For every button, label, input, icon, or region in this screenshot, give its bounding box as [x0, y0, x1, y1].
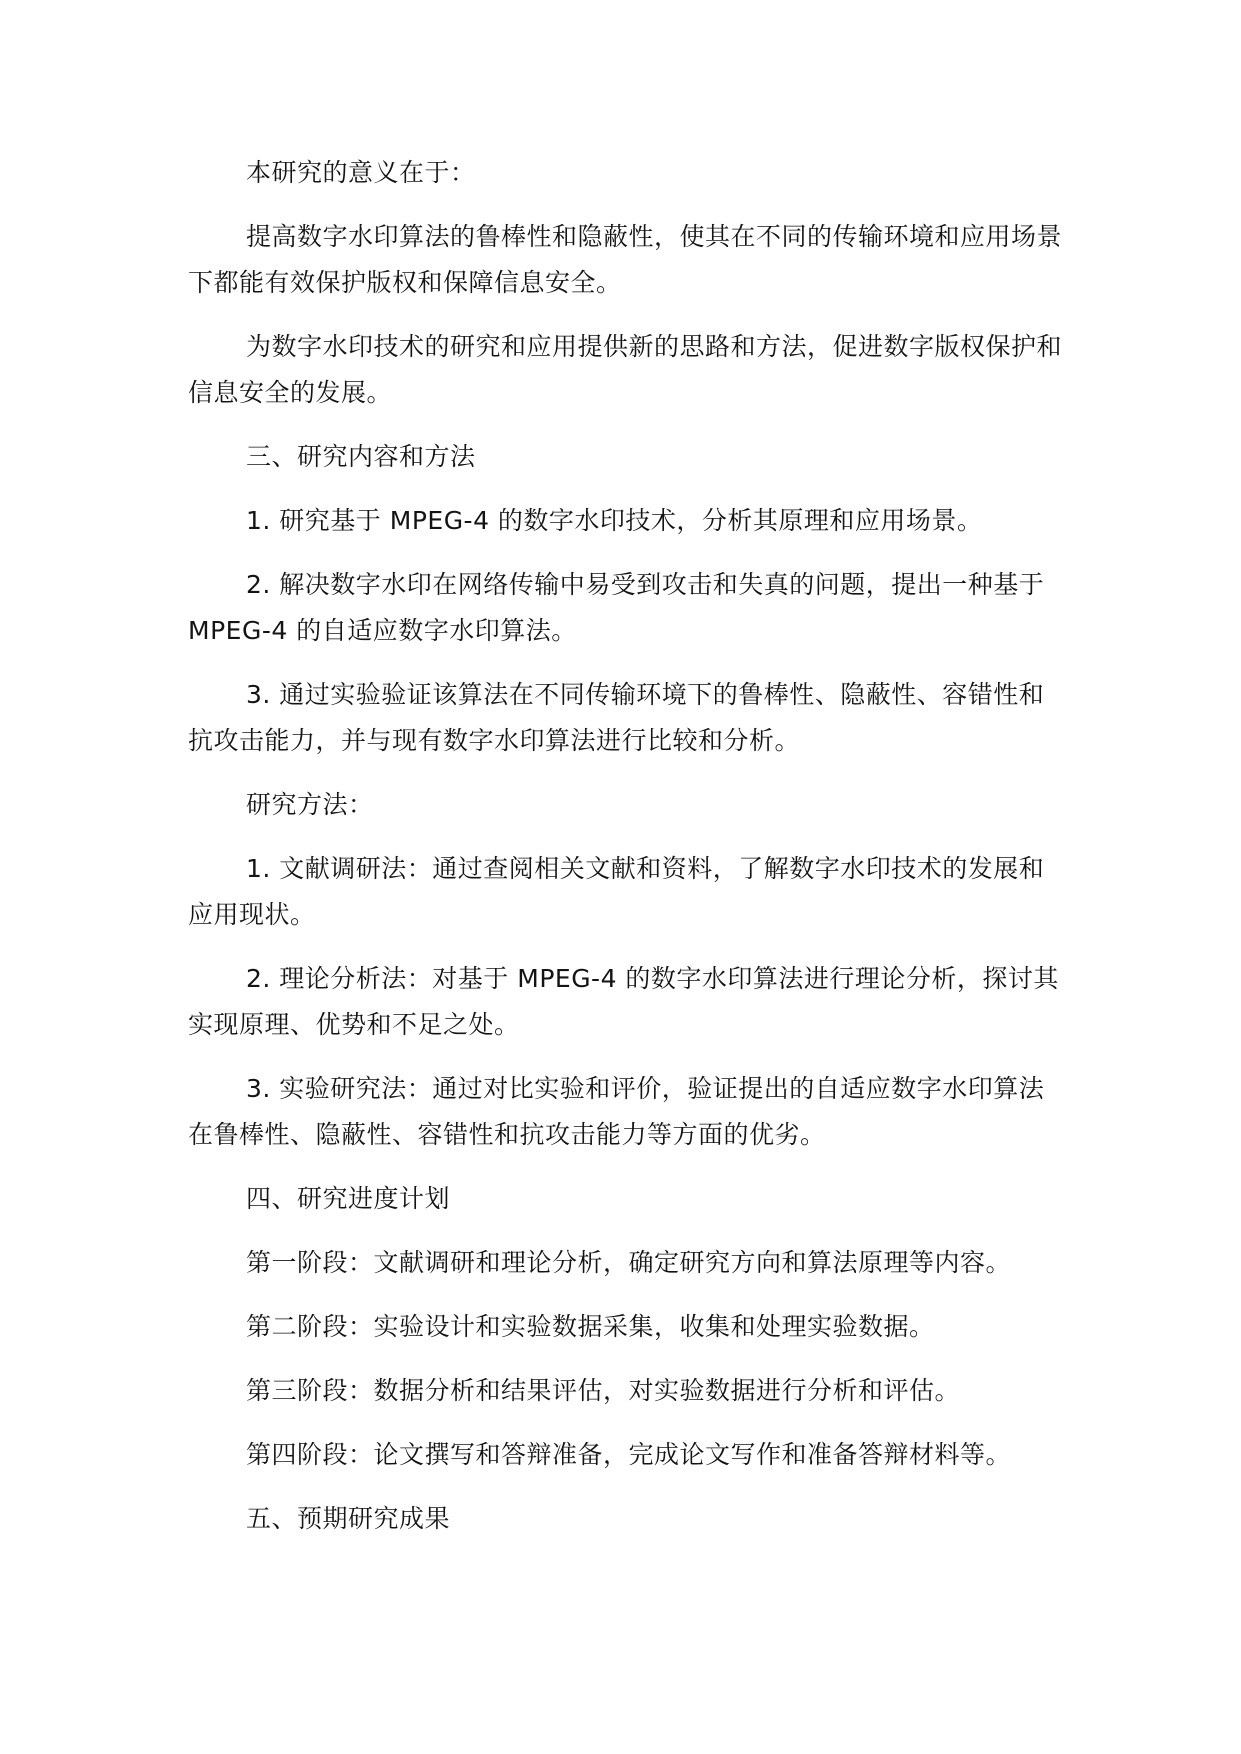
document-body: [188, 150, 1068, 1560]
significance-point-2: 为数字水印技术的研究和应用提供新的思路和方法，促进数字版权保护和信息安全的发展。: [188, 332, 1063, 407]
content-item-1: 1. 研究基于 MPEG-4 的数字水印技术，分析其原理和应用场景。: [246, 506, 983, 535]
section-3-heading: 三、研究内容和方法: [246, 442, 476, 471]
content-item-2: 2. 解决数字水印在网络传输中易受到攻击和失真的问题，提出一种基于 MPEG-4 的自适应数字水印算法。: [188, 570, 1045, 645]
method-item-2: 2. 理论分析法：对基于 MPEG-4 的数字水印算法进行理论分析，探讨其实现原理、优势和不足之处。: [188, 964, 1059, 1039]
stage-4: 第四阶段：论文撰写和答辩准备，完成论文写作和准备答辩材料等。: [246, 1440, 1012, 1469]
significance-point-1: 提高数字水印算法的鲁棒性和隐蔽性，使其在不同的传输环境和应用场景下都能有效保护版权和保障信息安全。: [188, 222, 1063, 297]
section-5-heading: 五、预期研究成果: [246, 1504, 451, 1533]
significance-heading: 本研究的意义在于：: [246, 158, 476, 187]
content-item-3: 3. 通过实验验证该算法在不同传输环境下的鲁棒性、隐蔽性、容错性和抗攻击能力，并与现有数字水印算法进行比较和分析。: [188, 680, 1045, 755]
section-4-heading: 四、研究进度计划: [246, 1184, 451, 1213]
methods-heading: 研究方法：: [246, 790, 374, 819]
method-item-3: 3. 实验研究法：通过对比实验和评价，验证提出的自适应数字水印算法在鲁棒性、隐蔽性、容错性和抗攻击能力等方面的优劣。: [188, 1074, 1045, 1149]
stage-3: 第三阶段：数据分析和结果评估，对实验数据进行分析和评估。: [246, 1376, 961, 1405]
stage-1: 第一阶段：文献调研和理论分析，确定研究方向和算法原理等内容。: [246, 1248, 1012, 1277]
method-item-1: 1. 文献调研法：通过查阅相关文献和资料，了解数字水印技术的发展和应用现状。: [188, 854, 1045, 929]
stage-2: 第二阶段：实验设计和实验数据采集，收集和处理实验数据。: [246, 1312, 935, 1341]
